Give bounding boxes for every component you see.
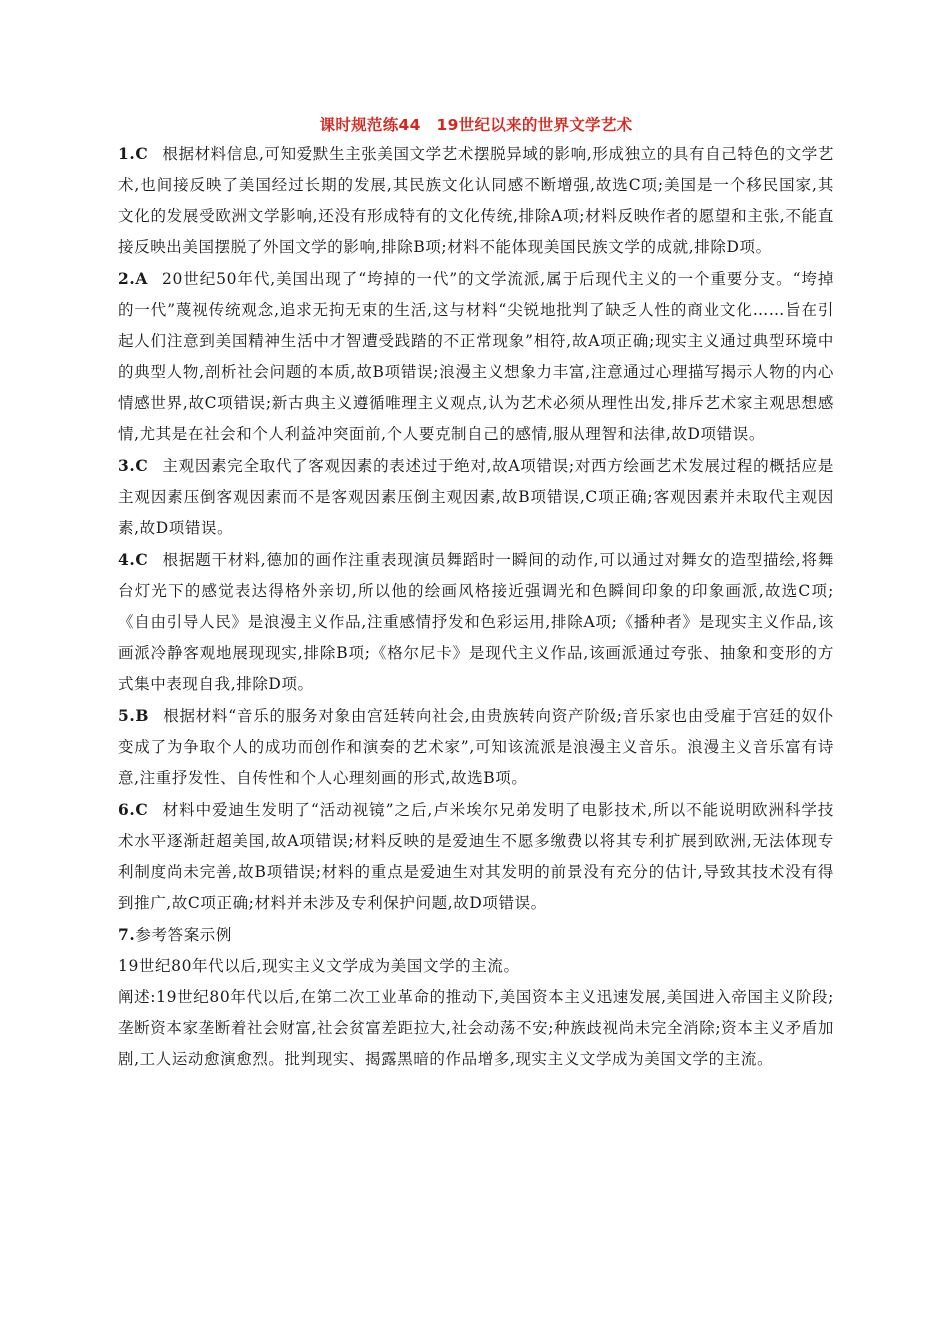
item-number: 3. <box>118 456 136 475</box>
item-answer: A <box>135 269 149 288</box>
item-explanation: 20世纪50年代,美国出现了“垮掉的一代”的文学流派,属于后现代主义的一个重要分支。“垮掉的一代”蔑视传统观念,追求无拘无束的生活,这与材料“尖锐地批判了缺乏人性的商业文化……旨在引起人们注意到美国精神生活中才智遭受践踏的不正常现象”相符,故A项正确;现实主义通过典型环境中的典型人物,剖析社会问题的本质,故B项错误;浪漫主义想象力丰富,注意通过心理描写揭示人物的内心情感世界,故C项错误;新古典主义遵循唯理主义观点,认为艺术必须从理性出发,排斥艺术家主观思想感情,尤其是在社会和个人利益冲突面前,个人要克制自己的感情,服从理智和法律,故D项错误。 <box>118 270 834 443</box>
item-answer: C <box>135 550 149 569</box>
item-explanation: 根据题干材料,德加的画作注重表现演员舞蹈时一瞬间的动作,可以通过对舞女的造型描绘,将舞台灯光下的感觉表达得格外亲切,所以他的绘画风格接近强调光和色瞬间印象的印象画派,故选C项;《自由引导人民》是浪漫主义作品,注重感情抒发和色彩运用,排除A项;《播种者》是现实主义作品,该画派冷静客观地展现现实,排除B项;《格尔尼卡》是现代主义作品,该画派通过夸张、抽象和变形的方式集中表现自我,排除D项。 <box>118 551 834 693</box>
item-number: 4. <box>118 550 136 569</box>
answer-item-3 <box>118 450 834 544</box>
item-answer: B <box>135 706 150 725</box>
item-number: 1. <box>118 144 136 163</box>
item-7-elaboration: 阐述:19世纪80年代以后,在第二次工业革命的推动下,美国资本主义迅速发展,美国进入帝国主义阶段;垄断资本家垄断着社会财富,社会贫富差距拉大,社会动荡不安;种族歧视尚未完全消除;资本主义矛盾加剧,工人运动愈演愈烈。批判现实、揭露黑暗的作品增多,现实主义文学成为美国文学的主流。 <box>118 988 834 1068</box>
item-explanation: 材料中爱迪生发明了“活动视镜”之后,卢米埃尔兄弟发明了电影技术,所以不能说明欧洲科学技术水平逐渐赶超美国,故A项错误;材料反映的是爱迪生不愿多缴费以将其专利扩展到欧洲,无法体现专利制度尚未完善,故B项错误;材料的重点是爱迪生对其发明的前景没有充分的估计,导致其技术没有得到推广,故C项正确;材料并未涉及专利保护问题,故D项错误。 <box>118 801 834 912</box>
page-title: 课时规范练44 19世纪以来的世界文学艺术 <box>319 116 633 134</box>
item-answer: C <box>135 800 149 819</box>
item-7-thesis: 19世纪80年代以后,现实主义文学成为美国文学的主流。 <box>118 957 520 975</box>
item-answer: C <box>135 144 149 163</box>
item-explanation: 根据材料“音乐的服务对象由宫廷转向社会,由贵族转向资产阶级;音乐家也由受雇于宫廷的奴仆变成了为争取个人的成功而创作和演奏的艺术家”,可知该流派是浪漫主义音乐。浪漫主义音乐富有诗意,注重抒发性、自传性和个人心理刻画的形式,故选B项。 <box>118 707 834 787</box>
item-number: 6. <box>118 800 136 819</box>
answer-item-2 <box>118 263 834 450</box>
answer-item-1 <box>118 138 834 263</box>
item-explanation: 根据材料信息,可知爱默生主张美国文学艺术摆脱异域的影响,形成独立的具有自己特色的文学艺术,也间接反映了美国经过长期的发展,其民族文化认同感不断增强,故选C项;美国是一个移民国家,其文化的发展受欧洲文学影响,还没有形成特有的文化传统,排除A项;材料反映作者的愿望和主张,不能直接反映出美国摆脱了外国文学的影响,排除B项;材料不能体现美国民族文学的成就,排除D项。 <box>118 145 834 256</box>
answer-item-5 <box>118 700 834 794</box>
answer-item-4 <box>118 544 834 700</box>
answer-item-6 <box>118 794 834 919</box>
answer-page <box>118 114 834 1075</box>
item-number: 5. <box>118 706 136 725</box>
item-number: 2. <box>118 269 136 288</box>
answer-item-7 <box>118 919 834 951</box>
item-label: 参考答案示例 <box>135 926 232 944</box>
item-number: 7. <box>118 925 136 944</box>
item-explanation: 主观因素完全取代了客观因素的表述过于绝对,故A项错误;对西方绘画艺术发展过程的概括应是主观因素压倒客观因素而不是客观因素压倒主观因素,故B项错误,C项正确;客观因素并未取代主观因素,故D项错误。 <box>118 457 834 537</box>
item-answer: C <box>135 456 149 475</box>
